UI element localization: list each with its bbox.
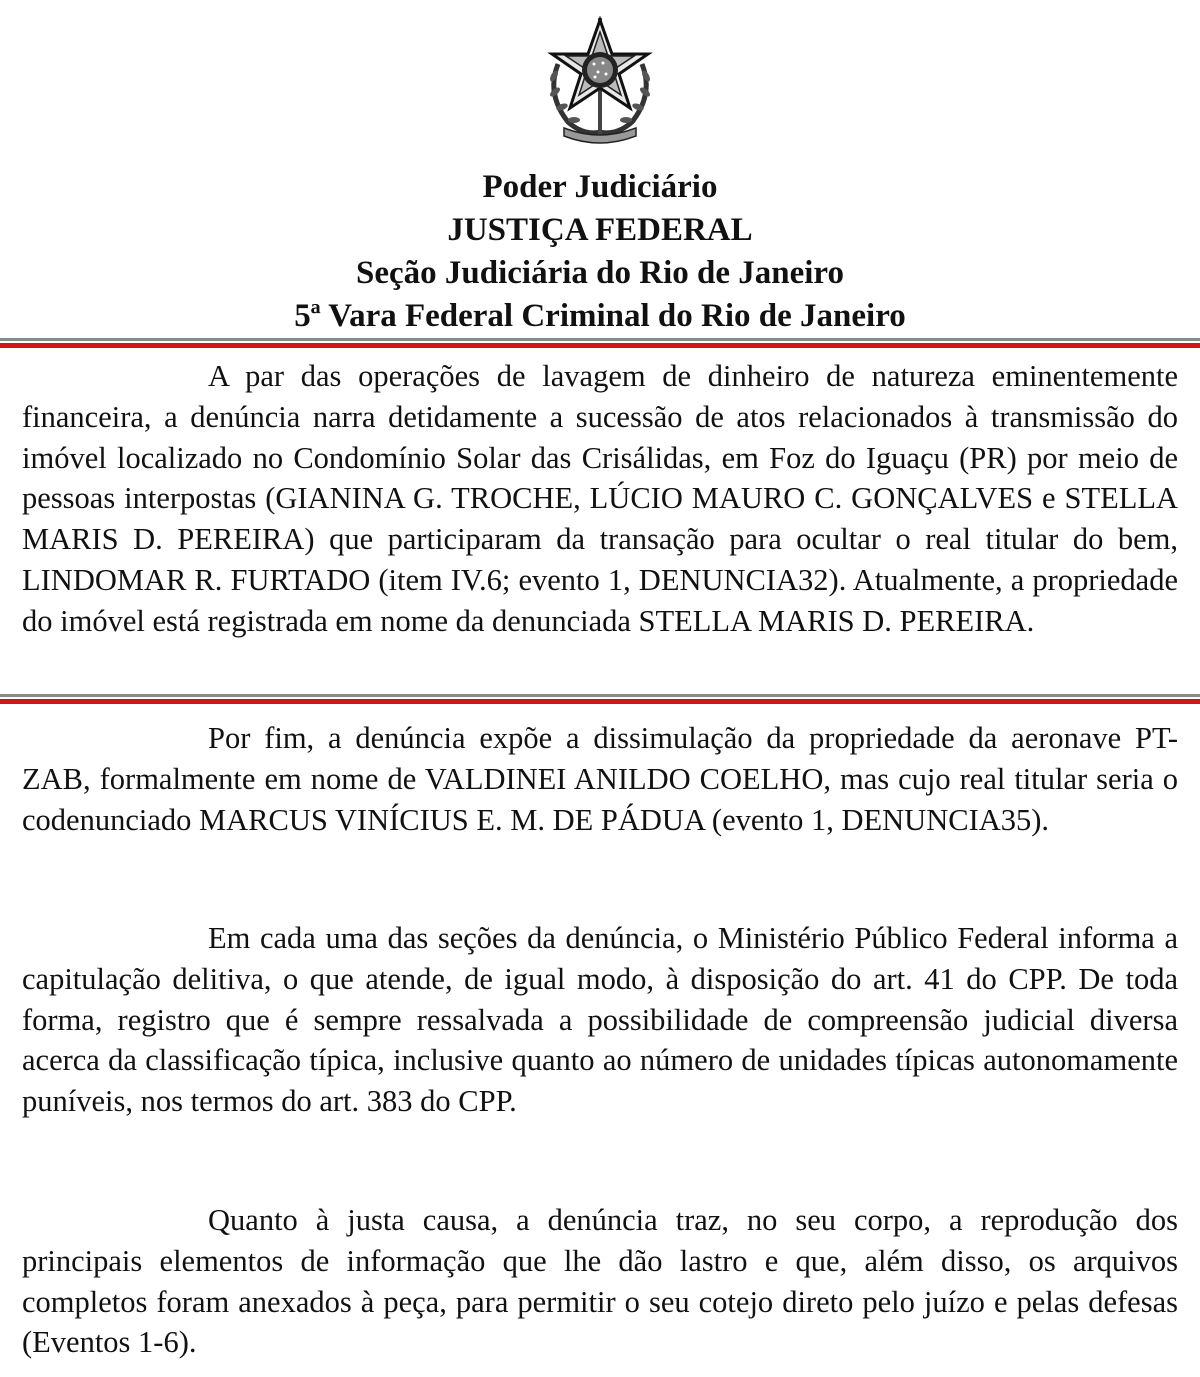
header-division: 5ª Vara Federal Criminal do Rio de Janeiro — [294, 298, 906, 334]
divider-top-gray — [0, 338, 1200, 341]
header-section: Seção Judiciária do Rio de Janeiro — [356, 255, 844, 291]
divider-middle-red — [0, 699, 1200, 704]
paragraph-3-text: Em cada uma das seções da denúncia, o Ministério Público Federal informa a capitulação delitiva, o que atende, de igual modo, à disposição do art. 41 do CPP. De toda forma, registro que é sempre ressalvada a possibilidade de compreensão judicial diversa acerca da classificação típica, inclusive quanto ao número de unidades típicas autonomamente puníveis, nos termos do art. 383 do CPP. — [22, 921, 1178, 1119]
paragraph-2-text: Por fim, a denúncia expõe a dissimulação da propriedade da aeronave PT-ZAB, formalmente em nome de VALDINEI ANILDO COELHO, mas cujo real titular seria o codenunciado MARCUS VINÍCIUS E. M. DE PÁDUA (evento 1, DENUNCIA35). — [22, 721, 1178, 837]
divider-top-red — [0, 343, 1200, 348]
paragraph-1-text: A par das operações de lavagem de dinheiro de natureza eminentemente financeira, a denúncia narra detidamente a sucessão de atos relacionados à transmissão do imóvel localizado no Condomínio Solar das Crisálidas, em Foz do Iguaçu (PR) por meio de pessoas interpostas (GIANINA G. TROCHE, LÚCIO MAURO C. GONÇALVES e STELLA MARIS D. PEREIRA) que participaram da transação para ocultar o real titular do bem, LINDOMAR R. FURTADO (item IV.6; evento 1, DENUNCIA32). Atualmente, a propriedade do imóvel está registrada em nome da denunciada STELLA MARIS D. PEREIRA. — [22, 359, 1178, 638]
divider-middle-gray — [0, 694, 1200, 697]
paragraph-4 — [22, 1200, 1178, 1363]
document-header — [0, 166, 1200, 338]
paragraph-3 — [22, 918, 1178, 1122]
brazil-coat-of-arms-icon — [538, 14, 662, 144]
paragraph-1 — [22, 356, 1178, 642]
header-institution: Poder Judiciário — [482, 169, 718, 205]
header-court: JUSTIÇA FEDERAL — [447, 212, 753, 248]
paragraph-4-text: Quanto à justa causa, a denúncia traz, no seu corpo, a reprodução dos principais elementos de informação que lhe dão lastro e que, além disso, os arquivos completos foram anexados à peça, para permitir o seu cotejo direto pelo juízo e pelas defesas (Eventos 1-6). — [22, 1203, 1178, 1360]
paragraph-2 — [22, 718, 1178, 840]
